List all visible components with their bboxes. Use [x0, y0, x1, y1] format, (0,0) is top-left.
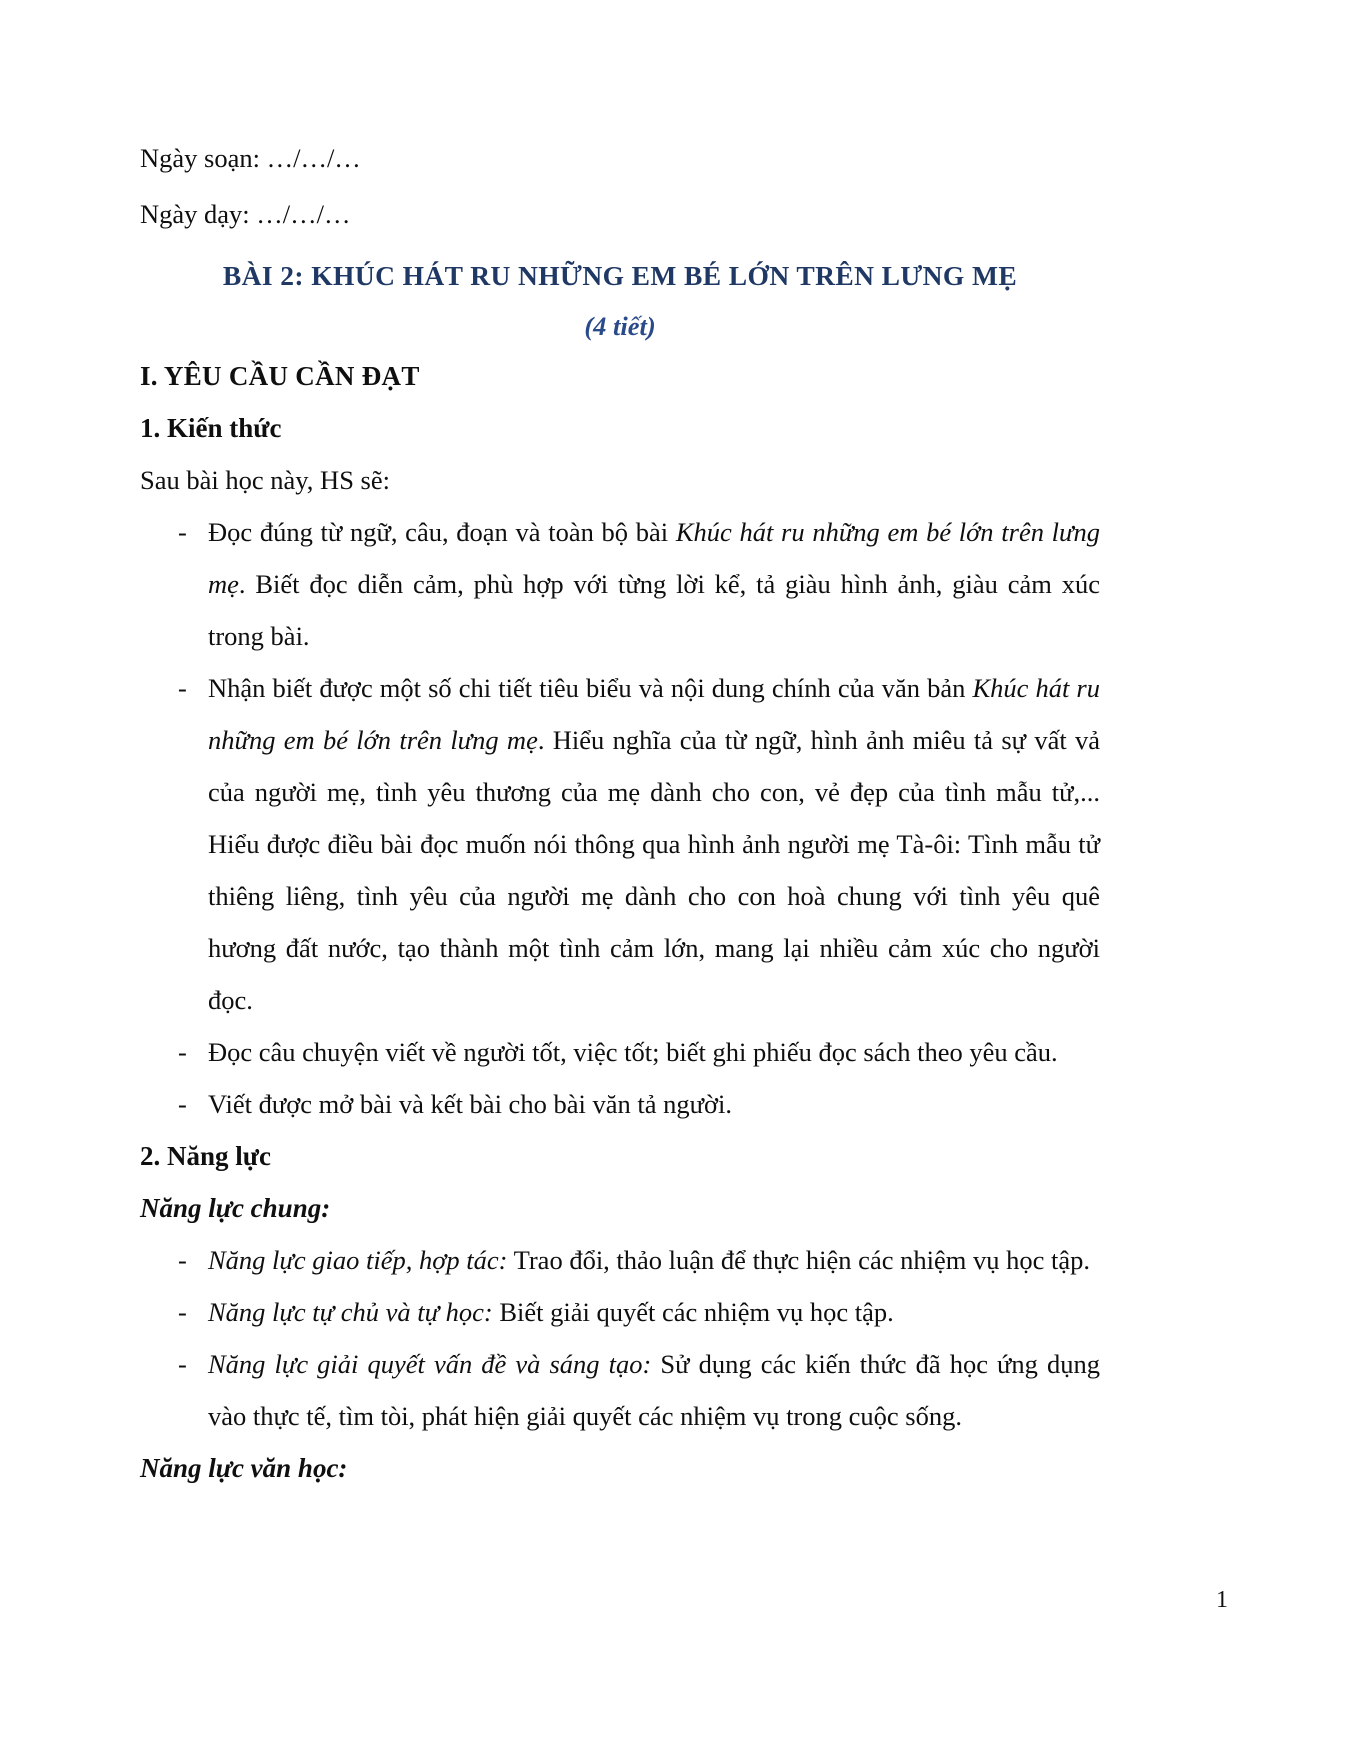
- list-item-text: Đọc đúng từ ngữ, câu, đoạn và toàn bộ bài: [208, 517, 676, 547]
- list-item-emphasis: Năng lực giải quyết vấn đề và sáng tạo:: [208, 1349, 652, 1379]
- list-item-text: Đọc câu chuyện viết về người tốt, việc tốt; biết ghi phiếu đọc sách theo yêu cầu.: [208, 1037, 1058, 1067]
- bullet-marker: -: [178, 1245, 187, 1275]
- bullet-marker: -: [178, 517, 187, 547]
- bullet-marker: -: [178, 673, 187, 703]
- knowledge-bullet-list: [140, 506, 1100, 1130]
- list-item-emphasis: Năng lực giao tiếp, hợp tác:: [208, 1245, 508, 1275]
- list-item-text: Sử dụng các kiến thức đã học ứng dụng vào thực tế, tìm tòi, phát hiện giải quyết các nhiệm vụ trong cuộc sống.: [208, 1349, 1100, 1431]
- subsection-heading-competency: 2. Năng lực: [140, 1141, 271, 1171]
- list-item: [140, 1026, 1100, 1078]
- page-subtitle: (4 tiết): [584, 311, 656, 341]
- subsection-heading-knowledge: 1. Kiến thức: [140, 413, 282, 443]
- bullet-marker: -: [178, 1297, 187, 1327]
- list-item-text: . Biết đọc diễn cảm, phù hợp với từng lời kể, tả giàu hình ảnh, giàu cảm xúc trong bài.: [208, 569, 1100, 651]
- list-item-emphasis: Năng lực tự chủ và tự học:: [208, 1297, 493, 1327]
- bullet-marker: -: [178, 1037, 187, 1067]
- subsection-heading-general-competency: Năng lực chung:: [140, 1193, 331, 1223]
- bullet-marker: -: [178, 1089, 187, 1119]
- general-competency-bullet-list: [140, 1234, 1100, 1442]
- list-item: [140, 1286, 1100, 1338]
- list-item-text: . Hiểu nghĩa của từ ngữ, hình ảnh miêu tả sự vất vả của người mẹ, tình yêu thương của mẹ dành cho con, vẻ đẹp của tình mẫu tử,... Hiểu được điều bài đọc muốn nói thông qua hình ảnh người mẹ Tà-ôi: Tình mẫu tử thiêng liêng, tình yêu của người mẹ dành cho con hoà chung với tình yêu quê hương đất nước, tạo thành một tình cảm lớn, mang lại nhiều cảm xúc cho người đọc.: [208, 725, 1101, 1015]
- list-item-emphasis: Khúc hát ru những em bé lớn trên lưng mẹ: [208, 673, 1100, 755]
- list-item-emphasis: Khúc hát ru những em bé lớn trên lưng mẹ: [208, 517, 1100, 599]
- list-item-text: Viết được mở bài và kết bài cho bài văn tả người.: [208, 1089, 732, 1119]
- prepared-date-line: Ngày soạn: …/…/…: [140, 143, 361, 173]
- list-item-text: Nhận biết được một số chi tiết tiêu biểu và nội dung chính của văn bản: [208, 673, 973, 703]
- teaching-date-line: Ngày dạy: …/…/…: [140, 199, 351, 229]
- list-item: [140, 1234, 1100, 1286]
- list-item-text: Trao đổi, thảo luận để thực hiện các nhiệm vụ học tập.: [507, 1245, 1090, 1275]
- subsection-heading-literary-competency: Năng lực văn học:: [140, 1453, 348, 1483]
- list-item: [140, 506, 1100, 662]
- page-number: 1: [1216, 1587, 1228, 1613]
- knowledge-intro-text: Sau bài học này, HS sẽ:: [140, 465, 390, 495]
- list-item: [140, 1078, 1100, 1130]
- page-title: BÀI 2: KHÚC HÁT RU NHỮNG EM BÉ LỚN TRÊN LƯNG MẸ: [222, 260, 1018, 291]
- list-item-text: Biết giải quyết các nhiệm vụ học tập.: [492, 1297, 894, 1327]
- list-item: [140, 1338, 1100, 1442]
- section-heading-requirements: I. YÊU CẦU CẦN ĐẠT: [140, 361, 420, 391]
- document-body: [140, 130, 1100, 1494]
- list-item: [140, 662, 1100, 1026]
- bullet-marker: -: [178, 1349, 187, 1379]
